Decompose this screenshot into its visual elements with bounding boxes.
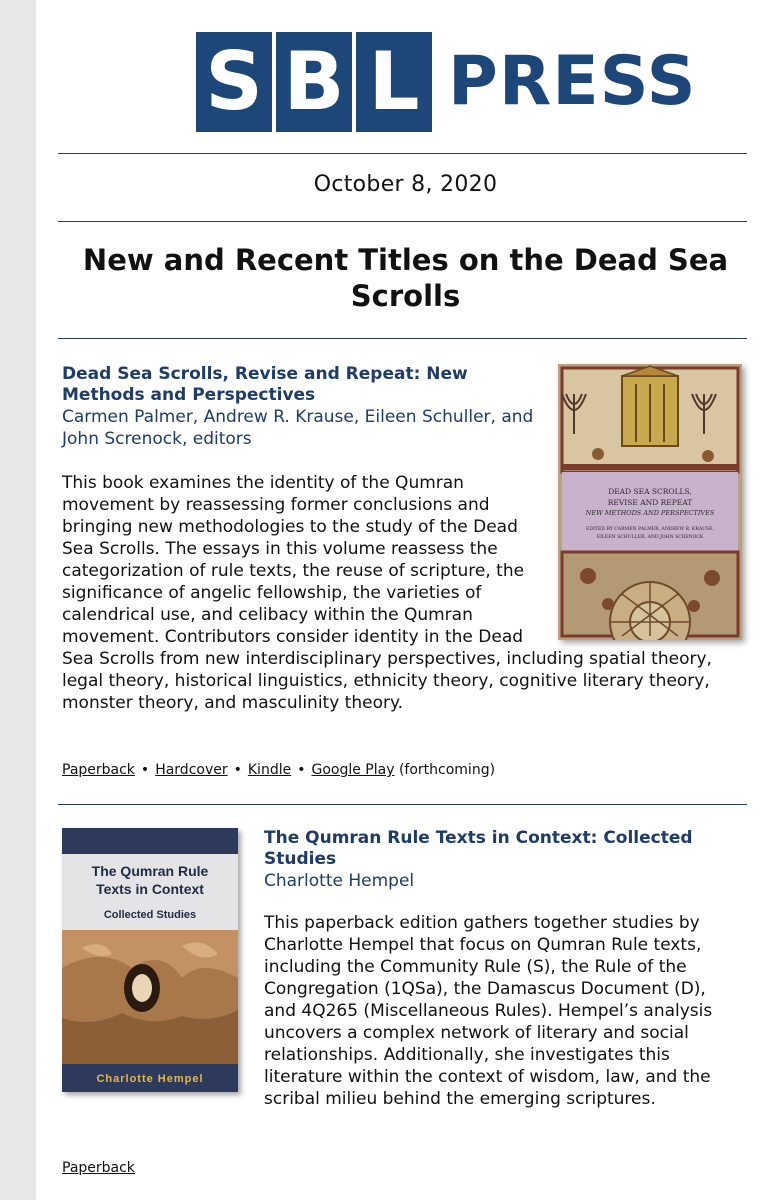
link-separator: • xyxy=(297,762,306,778)
cover2-title-line1: The Qumran Rule xyxy=(91,863,209,879)
forthcoming-note: (forthcoming) xyxy=(398,762,496,778)
book-authors: Charlotte Hempel xyxy=(264,871,415,891)
cover2-subtitle: Collected Studies xyxy=(103,909,197,921)
divider xyxy=(58,804,747,805)
cover1-editors-line1: EDITED BY CARMEN PALMER, ANDREW R. KRAUSE, xyxy=(586,527,714,532)
link-separator: • xyxy=(233,762,242,778)
book-entry-1 xyxy=(62,364,742,714)
logo-letter-b: B xyxy=(276,32,352,132)
divider xyxy=(58,338,747,339)
book-title[interactable]: The Qumran Rule Texts in Context: Collected Studies xyxy=(264,828,693,869)
sbl-press-logo[interactable] xyxy=(196,32,697,132)
cover1-editors-line2: EILEEN SCHULLER, AND JOHN SCRENOCK xyxy=(596,535,704,540)
mosaic-cover-art xyxy=(558,364,742,640)
newsletter-headline: New and Recent Titles on the Dead Sea Scrolls xyxy=(82,243,729,313)
paperback-link[interactable]: Paperback xyxy=(62,1160,135,1176)
cover2-author: Charlotte Hempel xyxy=(96,1073,204,1085)
cover2-title-line2: Texts in Context xyxy=(96,881,204,897)
cover1-title-line1: DEAD SEA SCROLLS, xyxy=(608,487,692,496)
kindle-link[interactable]: Kindle xyxy=(247,762,292,778)
book-title[interactable]: Dead Sea Scrolls, Revise and Repeat: New Methods and Perspectives xyxy=(62,364,468,405)
link-separator: • xyxy=(140,762,150,778)
cover1-title-line2: REVISE AND REPEAT xyxy=(607,498,693,507)
book-1-purchase-links xyxy=(62,762,495,778)
google-play-link[interactable]: Google Play xyxy=(311,762,395,778)
book-cover-dead-sea-scrolls-revise-and-repeat[interactable] xyxy=(558,364,742,640)
divider xyxy=(58,153,747,154)
book-description: This paperback edition gathers together studies by Charlotte Hempel that focus on Qumran Rule texts, including the Community Rule (S), the Rule of the Congregation (1QSa), the Damascus Document (D), and 4Q265 (Miscellaneous Rules). Hempel’s analysis uncovers a complex network of literary and social relationships. Additionally, she investigates this literature within the context of wisdom, law, and the scribal milieu behind the emerging scriptures. xyxy=(264,913,713,1109)
book-description: This book examines the identity of the Qumran movement by reassessing former conclusions and bringing new methodologies to the study of the Dead Sea Scrolls. The essays in this volume reassess the categorization of rule texts, the reuse of scripture, the significance of angelic fellowship, the varieties of calendrical use, and celibacy within the Qumran movement. Contributors consider identity in the Dead Sea Scrolls from new interdisciplinary perspectives, including spatial theory, legal theory, historical linguistics, ethnicity theory, cognitive literary theory, monster theory, and masculinity theory. xyxy=(62,473,712,713)
paperback-link[interactable]: Paperback xyxy=(62,762,135,778)
cave-cover-art xyxy=(62,828,238,1092)
book-2-purchase-links xyxy=(62,1160,135,1176)
logo-press-word: PRESS xyxy=(448,42,697,121)
issue-date: October 8, 2020 xyxy=(313,172,498,197)
book-authors: Carmen Palmer, Andrew R. Krause, Eileen Schuller, and John Screnock, editors xyxy=(62,407,534,449)
divider xyxy=(58,221,747,222)
logo-letter-l: L xyxy=(356,32,432,132)
book-entry-2 xyxy=(62,828,742,1110)
book-cover-qumran-rule-texts[interactable] xyxy=(62,828,238,1092)
logo-letter-s: S xyxy=(196,32,272,132)
cover1-subtitle: NEW METHODS AND PERSPECTIVES xyxy=(585,509,715,517)
hardcover-link[interactable]: Hardcover xyxy=(155,762,228,778)
newsletter-page xyxy=(36,0,775,1200)
